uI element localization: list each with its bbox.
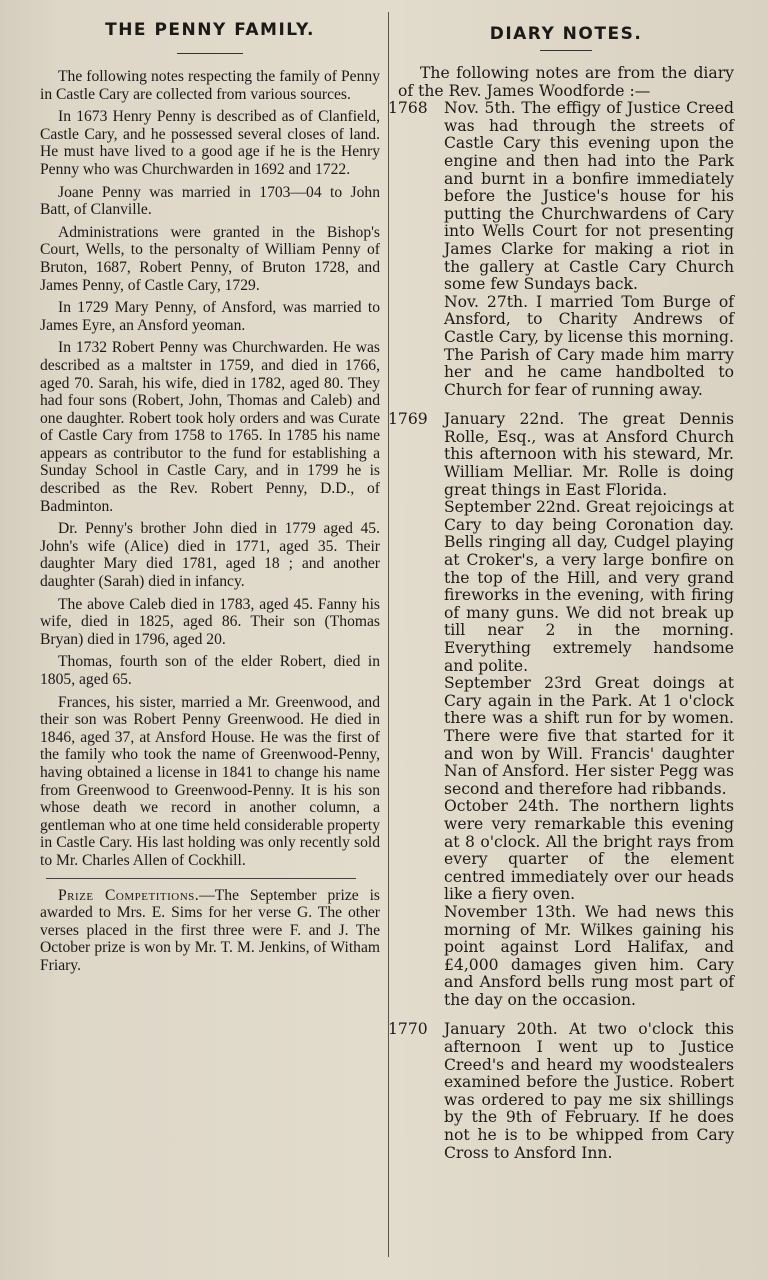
year-label: 1770 [388, 1020, 428, 1039]
article-paragraph: Dr. Penny's brother John died in 1779 aged 45. John's wife (Alice) died in 1771, aged 35. Their daughter Mary died 1781, aged 18 ; and another daughter (Sarah) died in infancy. [40, 520, 380, 591]
diary-intro: The following notes are from the diary of the Rev. James Woodforde :— [398, 64, 734, 100]
diary-entry: November 13th. We had news this morning of Mr. Wilkes gaining his point against Lord Halifax, and £4,000 damages given him. Cary and Ansford bells rung most part of the day on the occasion. [444, 902, 734, 1009]
diary-entry: Nov. 5th. The effigy of Justice Creed was had through the streets of Castle Cary this evening upon the engine and then had into the Park and burnt in a bonfire immediately before the Justice's house for his putting the Churchwardens of Cary into Wells Court for not presenting James Clarke for making a riot in the gallery at Castle Cary Church some few Sundays back. [444, 99, 734, 294]
diary-entry: September 23rd Great doings at Cary again in the Park. At 1 o'clock there was a shift run for by women. There were five that started for it and won by Will. Francis' daughter Nan of Ansford. Her sister Pegg was second and therefore had ribbands. [444, 674, 734, 798]
year-block-1768 [388, 99, 734, 399]
penny-family-column [40, 0, 380, 980]
diary-notes-title: DIARY NOTES. [489, 24, 643, 44]
article-paragraph: In 1673 Henry Penny is described as of Clanfield, Castle Cary, and he possessed several closes of land. He must have lived to a good age if he is the Henry Penny who was Churchwarden in 1692 and 1722. [40, 108, 380, 178]
diary-entry: January 20th. At two o'clock this afternoon I went up to Justice Creed's and heard my woodstealers examined before the Justice. Robert was ordered to pay me six shillings by the 9th of February. If he does not he is to be whipped from Cary Cross to Ansford Inn. [444, 1020, 734, 1162]
title-rule [540, 50, 592, 51]
penny-family-article [40, 68, 380, 975]
article-paragraph: Administrations were granted in the Bishop's Court, Wells, to the personalty of William Penny of Bruton, 1687, Robert Penny, of Bruton 1728, and James Penny, of Castle Cary, 1729. [40, 223, 380, 294]
diary-entry: September 22nd. Great rejoicings at Cary to day being Coronation day. Bells ringing all day, Cudgel playing at Croker's, a very large bonfire on the top of the Hill, and very grand fireworks in the evening, with firing of many guns. We did not break up till near 2 in the morning. Everything extremely handsome and polite. [444, 498, 734, 675]
article-paragraph: In 1732 Robert Penny was Churchwarden. He was described as a maltster in 1759, and died in 1766, aged 70. Sarah, his wife, died in 1782, aged 80. They had four sons (Robert, John, Thomas and Caleb) and one daughter. Robert took holy orders and was Curate of Castle Cary from 1758 to 1765. In 1785 his name appears as contributor to the fund for establishing a Sunday School in Castle Cary, and in 1799 he is described as the Rev. Robert Penny, D.D., of Badminton. [40, 339, 380, 515]
year-label: 1769 [388, 410, 428, 429]
article-paragraph: In 1729 Mary Penny, of Ansford, was married to James Eyre, an Ansford yeoman. [40, 299, 380, 334]
article-paragraph: Joane Penny was married in 1703—04 to John Batt, of Clanville. [40, 183, 380, 219]
penny-family-title: THE PENNY FAMILY. [105, 20, 315, 40]
article-paragraph: Frances, his sister, married a Mr. Greenwood, and their son was Robert Penny Greenwood. He died in 1846, aged 37, at Ansford House. He was the first of the family who took the name of Greenwood-Penny, having obtained a license in 1841 to change his name from Greenwood to Greenwood-Penny. It is his son whose death we record in another column, a gentleman who at one time held considerable property in Castle Cary. His last holding was only recently sold to Mr. Charles Allen of Cockhill. [40, 693, 380, 869]
column-divider [388, 12, 389, 1257]
article-paragraph: Thomas, fourth son of the elder Robert, died in 1805, aged 65. [40, 653, 380, 688]
section-divider [46, 878, 356, 879]
article-paragraph: The following notes respecting the family of Penny in Castle Cary are collected from various sources. [40, 68, 380, 103]
title-rule [177, 53, 243, 54]
prize-competitions-notice [40, 887, 380, 975]
prize-text: —The September prize is awarded to Mrs. E. Sims for her verse G. The other verses placed in the first three were F. and J. The October prize is won by Mr. T. M. Jenkins, of Witham Friary. [40, 886, 380, 974]
diary-entry: October 24th. The northern lights were very remarkable this evening at 8 o'clock. All the bright rays from every quarter of the element centred immediately over our heads like a fiery oven. [444, 797, 734, 904]
year-block-1769 [388, 410, 734, 1009]
year-label: 1768 [388, 99, 428, 118]
diary-entry: January 22nd. The great Dennis Rolle, Esq., was at Ansford Church this afternoon with his steward, Mr. William Melliar. Mr. Rolle is doing great things in East Florida. [444, 410, 734, 499]
diary-entry: Nov. 27th. I married Tom Burge of Ansford, to Charity Andrews of Castle Cary, by license this morning. The Parish of Cary made him marry her and he came handbolted to Church for fear of running away. [444, 292, 734, 399]
diary-notes-column [388, 0, 734, 1162]
prize-heading: Prize Competitions. [58, 886, 200, 904]
article-paragraph: The above Caleb died in 1783, aged 45. Fanny his wife, died in 1825, aged 86. Their son (Thomas Bryan) died in 1796, aged 20. [40, 595, 380, 648]
year-block-1770 [388, 1020, 734, 1162]
